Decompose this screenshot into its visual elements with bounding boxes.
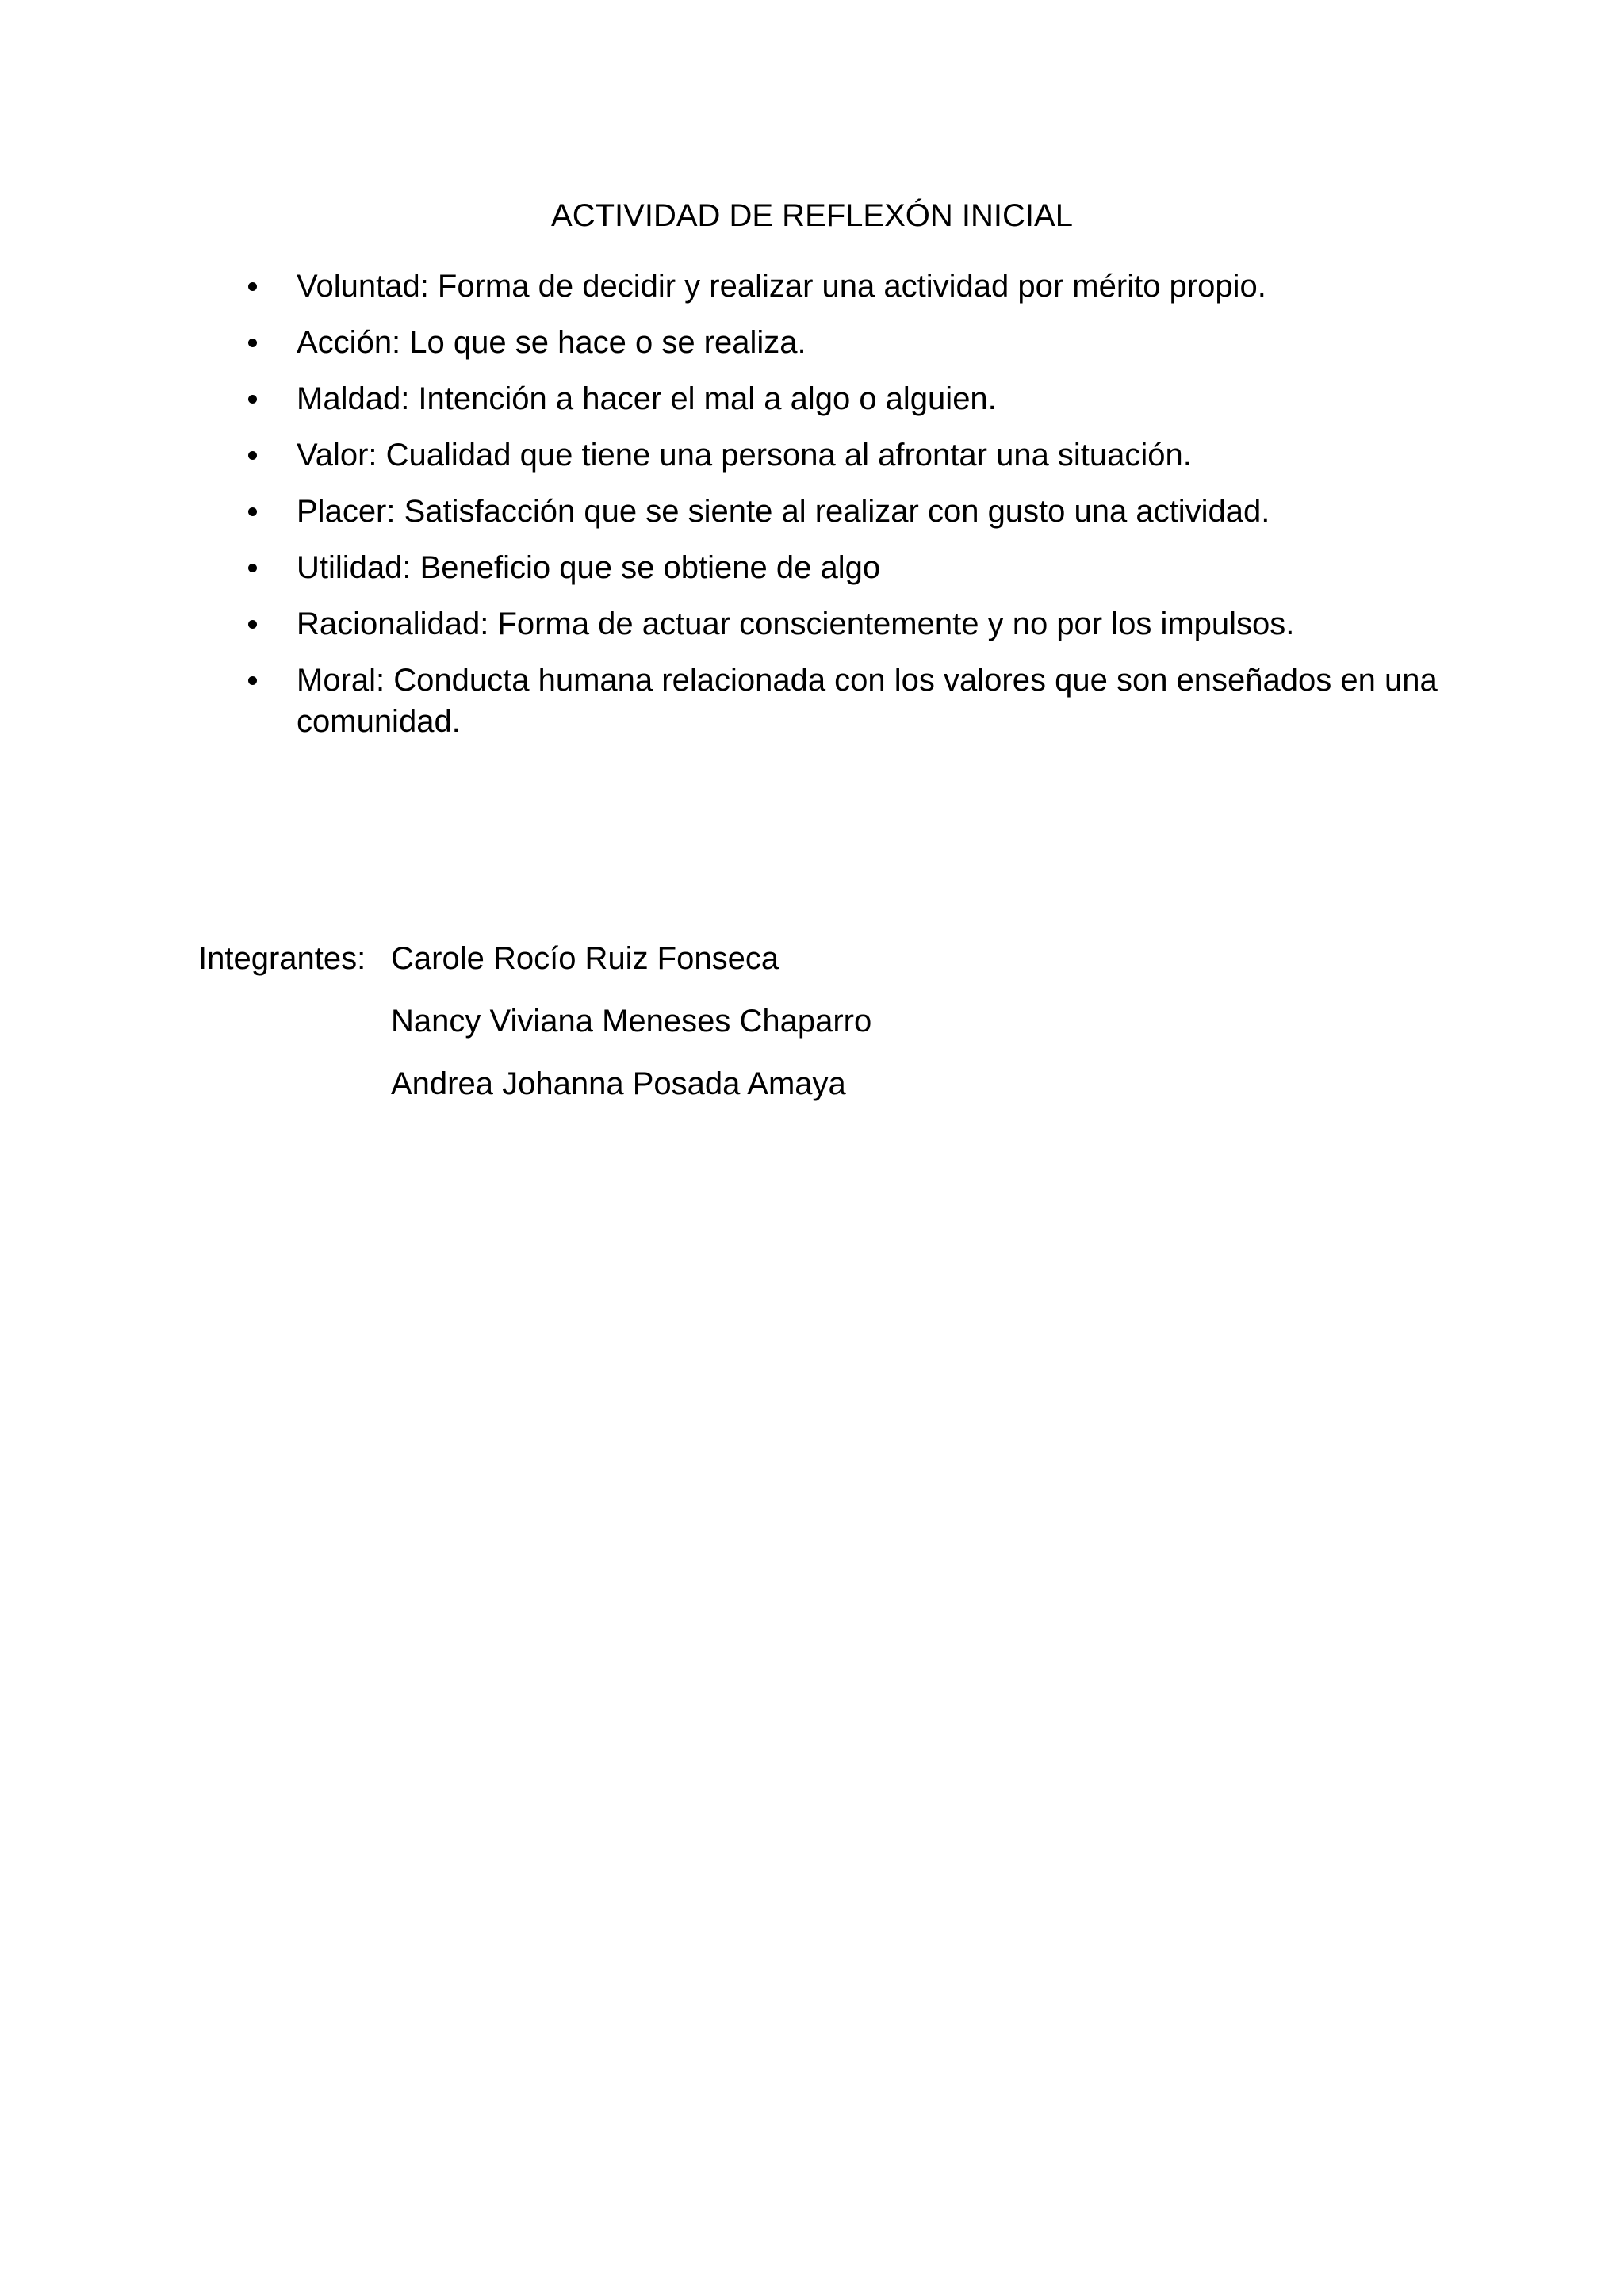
- list-item: [235, 434, 1472, 476]
- list-item-text: Placer: Satisfacción que se siente al realizar con gusto una actividad.: [297, 494, 1270, 529]
- member-name: Nancy Viviana Meneses Chaparro: [391, 1004, 872, 1039]
- list-item: [235, 266, 1472, 307]
- list-item-text: Maldad: Intención a hacer el mal a algo o alguien.: [297, 381, 997, 416]
- list-item-text: Voluntad: Forma de decidir y realizar una actividad por mérito propio.: [297, 269, 1266, 304]
- list-item-text: Acción: Lo que se hace o se realiza.: [297, 325, 806, 360]
- document-title: ACTIVIDAD DE REFLEXÓN INICIAL: [551, 198, 1073, 233]
- list-item-text: Moral: Conducta humana relacionada con los valores que son enseñados en una comunidad.: [297, 663, 1438, 739]
- list-item: [235, 603, 1472, 645]
- list-item: [235, 378, 1472, 419]
- list-item: [235, 547, 1472, 588]
- list-item: [235, 660, 1472, 742]
- list-item-text: Utilidad: Beneficio que se obtiene de algo: [297, 550, 881, 585]
- list-item-text: Racionalidad: Forma de actuar conscientemente y no por los impulsos.: [297, 607, 1295, 641]
- bullet-icon: [248, 339, 257, 347]
- members-label: Integrantes:: [198, 941, 366, 976]
- member-name: Andrea Johanna Posada Amaya: [391, 1066, 846, 1101]
- bullet-icon: [248, 282, 257, 291]
- bullet-icon: [248, 507, 257, 516]
- list-item: [235, 322, 1472, 363]
- bullet-icon: [248, 395, 257, 404]
- bullet-icon: [248, 676, 257, 685]
- bullet-icon: [248, 620, 257, 629]
- list-item-text: Valor: Cualidad que tiene una persona al afrontar una situación.: [297, 438, 1192, 473]
- bullet-icon: [248, 564, 257, 572]
- bullet-icon: [248, 451, 257, 460]
- member-name: Carole Rocío Ruiz Fonseca: [391, 941, 779, 976]
- list-item: [235, 491, 1472, 532]
- definitions-list: [235, 266, 1472, 757]
